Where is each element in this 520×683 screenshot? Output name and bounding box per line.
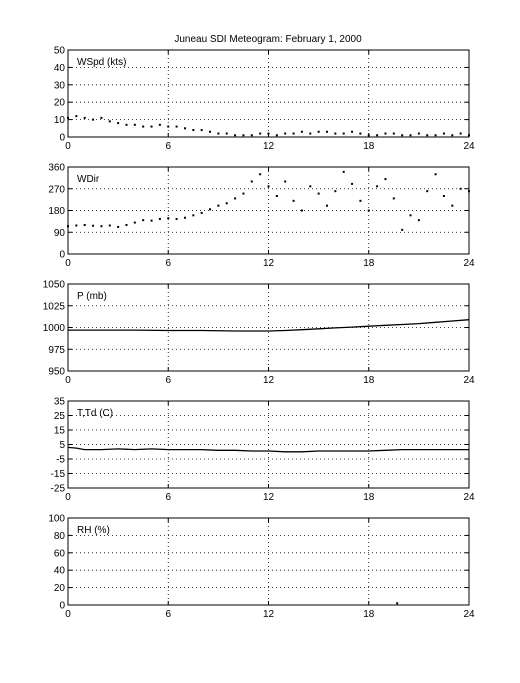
- data-point: [192, 214, 194, 216]
- panel-2: [48, 163, 475, 270]
- panel-3: [43, 280, 475, 387]
- data-point: [309, 185, 311, 187]
- x-tick-label: 12: [262, 375, 275, 386]
- x-tick-label: 24: [463, 141, 475, 152]
- y-tick-label: 60: [53, 548, 65, 560]
- x-tick-label: 0: [65, 141, 71, 152]
- data-point: [217, 133, 219, 135]
- data-point: [226, 133, 228, 135]
- x-tick-label: 12: [262, 492, 275, 503]
- x-tick-label: 12: [262, 141, 275, 152]
- data-point: [184, 217, 186, 219]
- data-point: [75, 115, 77, 117]
- data-point: [259, 133, 261, 135]
- data-point: [460, 188, 462, 190]
- y-tick-label: 975: [48, 344, 65, 356]
- data-point: [117, 226, 119, 228]
- data-point: [293, 200, 295, 202]
- data-point: [201, 212, 203, 214]
- y-tick-label: 100: [48, 513, 65, 525]
- data-point: [435, 173, 437, 175]
- y-tick-label: -5: [56, 454, 65, 466]
- data-point: [92, 225, 94, 227]
- data-point: [209, 208, 211, 210]
- y-tick-label: 0: [59, 132, 65, 144]
- data-point: [75, 224, 77, 226]
- data-point: [109, 224, 111, 226]
- data-point: [92, 119, 94, 121]
- data-point: [451, 134, 453, 136]
- data-point: [376, 185, 378, 187]
- data-point: [301, 131, 303, 133]
- x-tick-label: 24: [463, 375, 475, 386]
- panel-label: RH (%): [77, 525, 110, 536]
- x-tick-label: 18: [363, 258, 375, 269]
- data-point: [368, 210, 370, 212]
- data-point: [159, 218, 161, 220]
- y-tick-label: 20: [53, 97, 65, 109]
- data-point: [343, 133, 345, 135]
- data-point: [443, 133, 445, 135]
- axes-frame: [68, 50, 469, 137]
- x-tick-label: 6: [165, 141, 172, 152]
- x-tick-label: 18: [363, 492, 375, 503]
- data-point: [192, 129, 194, 131]
- data-point: [234, 197, 236, 199]
- data-point: [167, 217, 169, 219]
- y-tick-label: 180: [48, 206, 65, 217]
- y-tick-label: 25: [53, 411, 65, 422]
- data-point: [334, 190, 336, 192]
- data-point: [284, 181, 286, 183]
- data-point: [384, 133, 386, 135]
- y-tick-label: -15: [50, 469, 65, 480]
- data-point: [401, 134, 403, 136]
- data-point: [125, 224, 127, 226]
- data-point: [100, 117, 102, 119]
- data-point: [326, 205, 328, 207]
- axes-frame: [68, 518, 469, 605]
- panel-1: [54, 46, 475, 153]
- data-point: [226, 202, 228, 204]
- y-tick-label: 40: [53, 565, 65, 577]
- data-point: [318, 131, 320, 133]
- data-point: [396, 602, 398, 604]
- data-point: [151, 126, 153, 128]
- y-tick-label: 950: [48, 366, 65, 378]
- panel-4: [51, 397, 475, 504]
- figure-title: Juneau SDI Meteogram: February 1, 2000: [174, 34, 362, 45]
- data-point: [184, 127, 186, 129]
- data-point: [359, 200, 361, 202]
- data-point: [468, 190, 470, 192]
- x-tick-label: 0: [65, 609, 71, 620]
- data-point: [451, 205, 453, 207]
- panel-label: P (mb): [77, 291, 107, 302]
- y-tick-label: 1050: [42, 279, 65, 291]
- data-point: [276, 195, 278, 197]
- y-tick-label: 15: [53, 425, 65, 437]
- y-tick-label: 10: [53, 115, 65, 127]
- data-point: [351, 131, 353, 133]
- panel-5: [48, 514, 475, 621]
- data-point: [151, 220, 153, 222]
- data-point: [167, 126, 169, 128]
- data-point: [84, 224, 86, 226]
- x-tick-label: 24: [463, 258, 475, 269]
- data-point: [67, 117, 69, 119]
- x-tick-label: 0: [65, 492, 71, 503]
- y-tick-label: -25: [50, 483, 65, 495]
- data-point: [217, 205, 219, 207]
- data-point: [100, 225, 102, 227]
- data-point: [134, 124, 136, 126]
- x-tick-label: 6: [165, 492, 172, 503]
- data-point: [251, 134, 253, 136]
- x-tick-label: 12: [262, 258, 275, 269]
- data-point: [468, 134, 470, 136]
- data-point: [268, 185, 270, 187]
- data-point: [435, 134, 437, 136]
- data-point: [393, 197, 395, 199]
- data-point: [117, 122, 119, 124]
- data-point: [67, 225, 69, 227]
- data-point: [284, 133, 286, 135]
- y-tick-label: 0: [59, 249, 65, 261]
- data-point: [176, 218, 178, 220]
- data-point: [401, 229, 403, 231]
- y-tick-label: 270: [48, 184, 65, 196]
- data-point: [443, 195, 445, 197]
- y-tick-label: 360: [48, 162, 65, 174]
- y-tick-label: 5: [59, 440, 65, 451]
- data-point: [209, 131, 211, 133]
- data-point: [242, 134, 244, 136]
- data-point: [142, 219, 144, 221]
- x-tick-label: 12: [262, 609, 275, 620]
- data-point: [426, 134, 428, 136]
- x-tick-label: 0: [65, 375, 71, 386]
- data-point: [418, 219, 420, 221]
- data-point: [393, 133, 395, 135]
- data-point: [176, 126, 178, 128]
- data-point: [309, 133, 311, 135]
- y-tick-label: 50: [53, 45, 65, 57]
- data-point: [460, 133, 462, 135]
- data-point: [125, 124, 127, 126]
- panel-label: T,Td (C): [77, 408, 114, 419]
- data-point: [410, 134, 412, 136]
- y-tick-label: 20: [53, 583, 65, 595]
- y-tick-label: 90: [53, 227, 65, 239]
- x-tick-label: 24: [463, 609, 475, 620]
- data-point: [276, 134, 278, 136]
- x-tick-label: 18: [363, 141, 375, 152]
- y-tick-label: 80: [53, 530, 65, 542]
- data-point: [318, 193, 320, 195]
- data-point: [259, 173, 261, 175]
- data-point: [359, 133, 361, 135]
- x-tick-label: 6: [165, 375, 172, 386]
- data-point: [418, 133, 420, 135]
- data-point: [109, 120, 111, 122]
- x-tick-label: 18: [363, 375, 375, 386]
- data-point: [326, 131, 328, 133]
- data-point: [343, 171, 345, 173]
- series-line: [68, 320, 469, 331]
- x-tick-label: 6: [165, 258, 172, 269]
- panel-label: WSpd (kts): [77, 57, 127, 68]
- panels: [43, 46, 475, 621]
- data-point: [301, 210, 303, 212]
- data-point: [201, 129, 203, 131]
- x-tick-label: 6: [165, 609, 172, 620]
- data-point: [134, 222, 136, 224]
- data-point: [84, 117, 86, 119]
- panel-label: WDir: [77, 174, 100, 185]
- data-point: [426, 190, 428, 192]
- data-point: [159, 124, 161, 126]
- x-tick-label: 18: [363, 609, 375, 620]
- data-point: [142, 126, 144, 128]
- data-point: [242, 193, 244, 195]
- x-tick-label: 24: [463, 492, 475, 503]
- data-point: [293, 133, 295, 135]
- y-tick-label: 35: [53, 396, 65, 408]
- data-point: [334, 133, 336, 135]
- data-point: [376, 134, 378, 136]
- y-tick-label: 0: [59, 600, 65, 612]
- data-point: [268, 133, 270, 135]
- y-tick-label: 30: [53, 80, 65, 92]
- data-point: [234, 134, 236, 136]
- data-point: [368, 134, 370, 136]
- data-point: [384, 178, 386, 180]
- data-point: [410, 214, 412, 216]
- y-tick-label: 1025: [42, 301, 65, 313]
- data-point: [251, 181, 253, 183]
- y-tick-label: 40: [53, 62, 65, 74]
- y-tick-label: 1000: [42, 323, 65, 334]
- x-tick-label: 0: [65, 258, 71, 269]
- data-point: [351, 183, 353, 185]
